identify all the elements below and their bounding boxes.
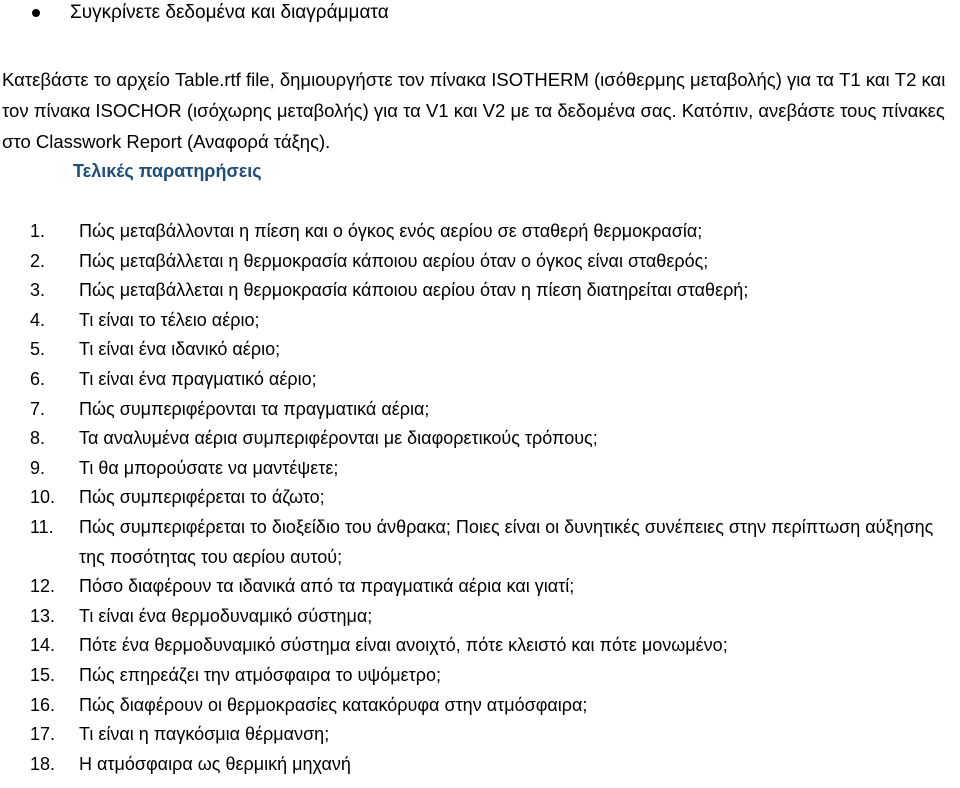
question-item [0, 395, 960, 425]
section-heading: Τελικές παρατηρήσεις [73, 161, 262, 181]
question-item [0, 424, 960, 454]
question-item [0, 365, 960, 395]
question-text: Πόσο διαφέρουν τα ιδανικά από τα πραγματικά αέρια και γιατί; [79, 576, 575, 597]
question-number: 10. [30, 487, 56, 508]
bullet-item [32, 0, 389, 26]
question-item [0, 454, 960, 484]
question-text: Τι είναι ένα πραγματικό αέριο; [79, 368, 317, 389]
question-number: 18. [30, 753, 56, 774]
question-text: Πώς επηρεάζει την ατμόσφαιρα το υψόμετρο; [79, 664, 441, 685]
question-number: 2. [30, 250, 46, 271]
question-text: Πώς μεταβάλλονται η πίεση και ο όγκος ενός αερίου σε σταθερή θερμοκρασία; [79, 221, 703, 241]
question-text: Τι θα μπορούσατε να μαντέψετε; [79, 457, 339, 478]
question-text: Τα αναλυμένα αέρια συμπεριφέρονται με διαφορετικούς τρόπους; [79, 428, 598, 449]
question-number: 8. [30, 428, 46, 449]
question-item [0, 483, 960, 513]
question-item [0, 276, 960, 306]
question-number: 1. [30, 221, 46, 241]
question-number: 7. [30, 398, 46, 419]
question-number: 5. [30, 339, 46, 360]
question-item [0, 691, 960, 721]
question-number: 15. [30, 664, 56, 685]
question-item [0, 602, 960, 632]
question-number: 14. [30, 635, 56, 656]
question-number: 9. [30, 457, 46, 478]
bullet-dot-icon [32, 9, 40, 17]
question-item [0, 631, 960, 661]
question-text: Πώς συμπεριφέρεται το διοξείδιο του άνθρακα; Ποιες είναι οι δυνητικές συνέπειες στην περίπτωση αύξησης της ποσότητας του αερίου αυτού; [79, 516, 934, 567]
question-text: Πώς διαφέρουν οι θερμοκρασίες κατακόρυφα στην ατμόσφαιρα; [79, 694, 588, 715]
question-text: Τι είναι η παγκόσμια θέρμανση; [79, 724, 330, 745]
question-item [0, 572, 960, 602]
question-item [0, 335, 960, 365]
question-text: Πώς μεταβάλλεται η θερμοκρασία κάποιου αερίου όταν ο όγκος είναι σταθερός; [79, 250, 709, 271]
question-number: 17. [30, 724, 56, 745]
question-item [0, 306, 960, 336]
question-text: Τι είναι ένα θερμοδυναμικό σύστημα; [79, 605, 373, 626]
question-item [0, 661, 960, 691]
question-item [0, 247, 960, 277]
question-number: 11. [30, 516, 54, 537]
question-number: 13. [30, 605, 56, 626]
question-text: Πότε ένα θερμοδυναμικό σύστημα είναι ανοιχτό, πότε κλειστό και πότε μονωμένο; [79, 635, 728, 656]
question-text: Τι είναι ένα ιδανικό αέριο; [79, 339, 281, 360]
question-number: 4. [30, 309, 46, 330]
question-number: 6. [30, 368, 46, 389]
question-text: Πώς συμπεριφέρονται τα πραγματικά αέρια; [79, 398, 430, 419]
question-item [0, 750, 960, 780]
question-text: Τι είναι το τέλειο αέριο; [79, 309, 260, 330]
question-item [0, 217, 960, 247]
question-list [0, 217, 960, 779]
question-text: Η ατμόσφαιρα ως θερμική μηχανή [79, 753, 351, 774]
question-number: 16. [30, 694, 56, 715]
question-item [0, 513, 960, 572]
question-number: 12. [30, 576, 56, 597]
bullet-text: Συγκρίνετε δεδομένα και διαγράμματα [70, 2, 389, 23]
intro-paragraph: Κατεβάστε το αρχείο Table.rtf file, δημιουργήστε τον πίνακα ISOTHERM (ισόθερμης μεταβολής) για τα T1 και T2 και τον πίνακα ISOCHOR (ισόχωρης μεταβολής) για τα V1 και V2 με τα δεδομένα σας. Κατόπιν, ανεβάστε τους πίνακες στο Classwork Report (Αναφορά τάξης). [2, 68, 946, 152]
question-number: 3. [30, 280, 46, 301]
question-text: Πώς συμπεριφέρεται το άζωτο; [79, 487, 325, 508]
question-text: Πώς μεταβάλλεται η θερμοκρασία κάποιου αερίου όταν η πίεση διατηρείται σταθερή; [79, 280, 749, 301]
question-item [0, 720, 960, 750]
